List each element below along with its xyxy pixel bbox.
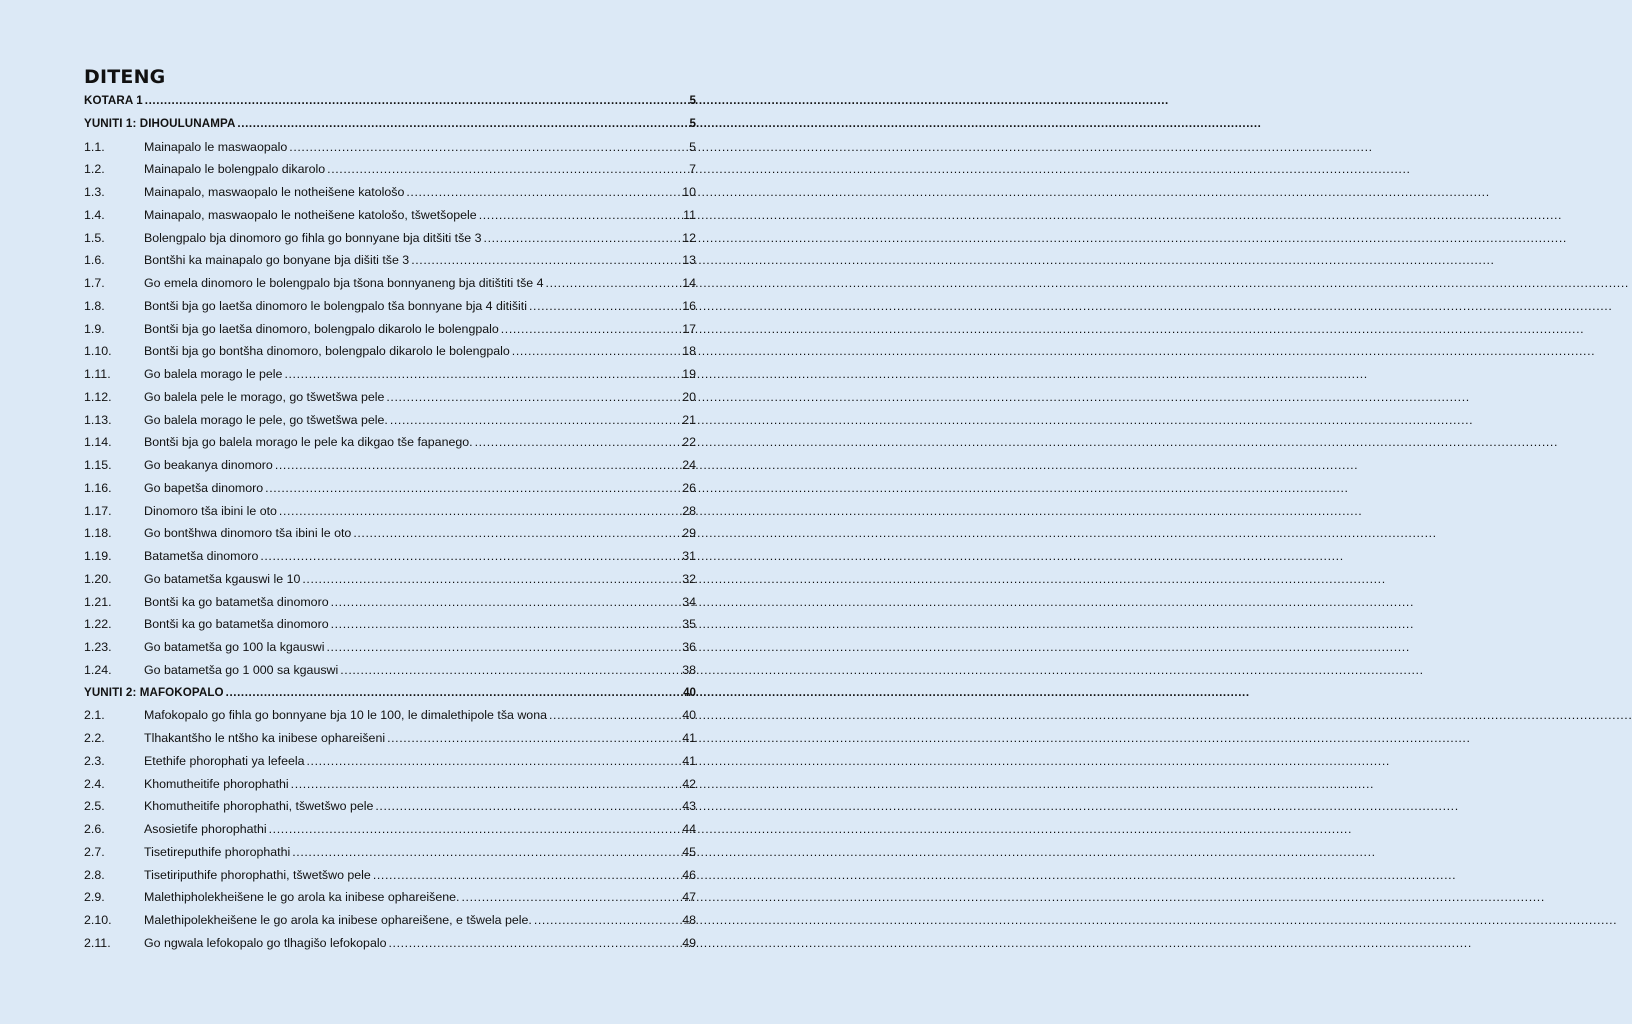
- entry-number: 1.17.: [84, 503, 112, 518]
- entry-number: 1.16.: [84, 480, 112, 495]
- entry-title: Etethife phorophati ya lefeela: [144, 753, 305, 768]
- entry-page-number: 40: [683, 685, 696, 699]
- entry-number: 1.20.: [84, 571, 112, 586]
- dot-leader: [529, 299, 680, 313]
- entry-title: Go ngwala lefokopalo go tlhagišo lefokopalo: [144, 935, 387, 950]
- entry-page-number: 22: [682, 435, 696, 450]
- entry-page-number: 32: [682, 571, 696, 586]
- toc-entry[interactable]: [84, 822, 696, 845]
- entry-number: 1.1.: [84, 139, 105, 154]
- toc-entry[interactable]: [84, 868, 696, 891]
- toc-entry[interactable]: [84, 140, 696, 163]
- entry-title: Go bontšhwa dinomoro tša ibini le oto: [144, 526, 352, 541]
- dot-leader: [284, 367, 680, 381]
- entry-page-number: 38: [682, 662, 696, 677]
- dot-leader: [302, 572, 680, 586]
- toc-heading-entry[interactable]: [84, 117, 696, 140]
- entry-title: Bontši ka go batametša dinomoro: [144, 594, 329, 609]
- toc-entry[interactable]: [84, 526, 696, 549]
- entry-title: Asosietife phorophathi: [144, 822, 267, 836]
- entry-page-number: 47: [682, 890, 696, 905]
- entry-title: Malethipholekheišene le go arola ka inibese ophareišene.: [144, 890, 460, 905]
- toc-entry[interactable]: [84, 640, 696, 663]
- table-of-contents: [84, 94, 696, 959]
- entry-page-number: 5: [689, 116, 696, 130]
- entry-title: Mainapalo le maswaopalo: [144, 139, 288, 154]
- entry-page-number: 14: [682, 276, 696, 290]
- dot-leader: [353, 526, 680, 540]
- entry-page-number: 24: [682, 458, 696, 472]
- entry-page-number: 28: [682, 503, 696, 518]
- entry-page-number: 18: [682, 344, 696, 359]
- entry-number: 1.9.: [84, 321, 105, 336]
- toc-entry[interactable]: [84, 458, 696, 481]
- entry-number: 2.9.: [84, 890, 105, 905]
- toc-entry[interactable]: [84, 890, 696, 913]
- entry-number: 2.5.: [84, 799, 105, 814]
- toc-entry[interactable]: [84, 731, 696, 754]
- entry-title: Tisetireputhife phorophathi: [144, 844, 291, 859]
- dot-leader: [549, 708, 680, 722]
- entry-page-number: 10: [682, 185, 696, 199]
- toc-entry[interactable]: [84, 162, 696, 185]
- toc-entry[interactable]: [84, 572, 696, 595]
- entry-number: 1.13.: [84, 412, 112, 427]
- dot-leader: [226, 686, 681, 699]
- entry-page-number: 34: [682, 594, 696, 609]
- entry-page-number: 17: [682, 321, 696, 336]
- toc-entry[interactable]: [84, 390, 696, 413]
- entry-number: 1.21.: [84, 594, 112, 609]
- entry-number: 1.5.: [84, 230, 105, 245]
- entry-page-number: 43: [682, 799, 696, 814]
- entry-number: 1.18.: [84, 526, 112, 541]
- entry-title: Batametša dinomoro: [144, 549, 259, 563]
- entry-page-number: 19: [682, 367, 696, 381]
- entry-number: 1.12.: [84, 389, 112, 404]
- toc-entry[interactable]: [84, 845, 696, 868]
- entry-number: 1.8.: [84, 298, 105, 313]
- dot-leader: [387, 731, 680, 745]
- entry-number: 2.11.: [84, 935, 111, 950]
- entry-page-number: 40: [682, 708, 696, 723]
- dot-leader: [534, 913, 680, 927]
- entry-number: 1.14.: [84, 435, 112, 450]
- entry-number: 1.4.: [84, 207, 105, 222]
- toc-entry[interactable]: [84, 617, 696, 640]
- entry-page-number: 42: [682, 776, 696, 791]
- entry-title: Khomutheitife phorophathi, tšwetšwo pele: [144, 799, 374, 814]
- toc-entry[interactable]: [84, 663, 696, 686]
- toc-entry[interactable]: [84, 799, 696, 822]
- entry-title: Go beakanya dinomoro: [144, 458, 273, 472]
- page-title: DITENG: [84, 66, 166, 88]
- entry-number: 2.7.: [84, 844, 105, 859]
- dot-leader: [484, 231, 681, 245]
- entry-title: Tisetiriputhife phorophathi, tšwetšwo pele: [144, 867, 371, 882]
- entry-number: 1.2.: [84, 162, 105, 177]
- dot-leader: [275, 458, 680, 472]
- entry-title: Go bapetša dinomoro: [144, 480, 264, 495]
- dot-leader: [375, 799, 680, 813]
- toc-entry[interactable]: [84, 595, 696, 618]
- entry-number: 1.23.: [84, 640, 112, 654]
- entry-number: 2.6.: [84, 822, 105, 836]
- entry-title: YUNITI 2: MAFOKOPALO: [84, 685, 224, 699]
- entry-page-number: 41: [682, 731, 696, 745]
- entry-page-number: 36: [682, 640, 696, 654]
- entry-title: Mainapalo, maswaopalo le notheišene katološo: [144, 185, 405, 199]
- entry-title: Go batametša kgauswi le 10: [144, 571, 301, 586]
- entry-number: 1.15.: [84, 458, 112, 472]
- entry-title: Dinomoro tša ibini le oto: [144, 503, 277, 518]
- entry-number: 2.10.: [84, 913, 112, 927]
- entry-number: 2.8.: [84, 867, 105, 882]
- toc-entry[interactable]: [84, 435, 696, 458]
- entry-title: Go balela morago le pele, go tšwetšwa pele.: [144, 412, 388, 427]
- entry-title: Bontši bja go bontšha dinomoro, bolengpalo dikarolo le bolengpalo: [144, 344, 510, 359]
- entry-title: Bontšhi ka mainapalo go bonyane bja dišiti tše 3: [144, 253, 410, 268]
- entry-title: KOTARA 1: [84, 94, 143, 107]
- entry-title: Go balela pele le morago, go tšwetšwa pele: [144, 389, 385, 404]
- toc-entry[interactable]: [84, 367, 696, 390]
- entry-title: Bontši bja go laetša dinomoro le bolengpalo tša bonnyane bja 4 ditišiti: [144, 298, 527, 313]
- toc-entry[interactable]: [84, 231, 696, 254]
- entry-page-number: 12: [682, 230, 696, 245]
- toc-entry[interactable]: [84, 299, 696, 322]
- entry-page-number: 26: [682, 480, 696, 495]
- toc-entry[interactable]: [84, 322, 696, 345]
- entry-title: YUNITI 1: DIHOULUNAMPA: [84, 116, 236, 130]
- dot-leader: [327, 162, 684, 176]
- entry-number: 2.1.: [84, 708, 105, 723]
- dot-leader: [390, 413, 680, 427]
- document-page: [84, 64, 696, 959]
- entry-title: Mainapalo le bolengpalo dikarolo: [144, 162, 326, 177]
- entry-title: Bontši ka go batametša dinomoro: [144, 617, 329, 632]
- entry-title: Go balela morago le pele: [144, 367, 283, 381]
- toc-heading-entry[interactable]: [84, 94, 696, 117]
- toc-entry[interactable]: [84, 208, 696, 231]
- dot-leader: [340, 663, 680, 677]
- entry-title: Bontši bja go laetša dinomoro, bolengpalo dikarolo le bolengpalo: [144, 321, 499, 336]
- dot-leader: [265, 481, 680, 495]
- dot-leader: [512, 344, 680, 358]
- entry-page-number: 13: [682, 253, 696, 268]
- entry-number: 1.10.: [84, 344, 112, 359]
- entry-page-number: 5: [689, 94, 696, 107]
- entry-number: 2.3.: [84, 753, 105, 768]
- entry-number: 2.2.: [84, 731, 105, 745]
- entry-number: 1.6.: [84, 253, 105, 268]
- dot-leader: [331, 595, 681, 609]
- entry-page-number: 29: [682, 526, 696, 541]
- entry-title: Tlhakantšho le ntšho ka inibese ophareišeni: [144, 731, 386, 745]
- dot-leader: [373, 868, 680, 882]
- toc-heading-entry[interactable]: [84, 686, 696, 709]
- dot-leader: [326, 640, 680, 654]
- dot-leader: [479, 208, 681, 222]
- entry-page-number: 45: [682, 844, 696, 859]
- entry-title: Mafokopalo go fihla go bonnyane bja 10 le 100, le dimalethipole tša wona: [144, 708, 547, 723]
- toc-entry[interactable]: [84, 481, 696, 504]
- entry-title: Bolengpalo bja dinomoro go fihla go bonnyane bja ditšiti tše 3: [144, 230, 482, 245]
- dot-leader: [291, 777, 681, 791]
- entry-title: Malethipolekheišene le go arola ka inibese ophareišene, e tšwela pele.: [144, 913, 532, 927]
- entry-number: 1.22.: [84, 617, 112, 632]
- entry-title: Khomutheitife phorophathi: [144, 776, 289, 791]
- dot-leader: [462, 890, 681, 904]
- toc-entry[interactable]: [84, 276, 696, 299]
- dot-leader: [289, 140, 684, 154]
- entry-number: 1.3.: [84, 185, 105, 199]
- dot-leader: [501, 322, 680, 336]
- dot-leader: [260, 549, 680, 563]
- toc-entry[interactable]: [84, 936, 696, 959]
- entry-title: Go emela dinomoro le bolengpalo bja tšona bonnyaneng bja ditištiti tše 4: [144, 276, 544, 290]
- dot-leader: [411, 253, 680, 267]
- toc-entry[interactable]: [84, 413, 696, 436]
- dot-leader: [292, 845, 680, 859]
- toc-entry[interactable]: [84, 708, 696, 731]
- toc-entry[interactable]: [84, 185, 696, 208]
- entry-page-number: 11: [683, 207, 696, 222]
- entry-title: Go batametša go 1 000 sa kgauswi: [144, 662, 339, 677]
- dot-leader: [237, 117, 684, 130]
- entry-page-number: 20: [682, 389, 696, 404]
- toc-entry[interactable]: [84, 253, 696, 276]
- dot-leader: [145, 94, 684, 107]
- dot-leader: [475, 435, 681, 449]
- toc-entry[interactable]: [84, 777, 696, 800]
- entry-number: 1.11.: [84, 367, 111, 381]
- dot-leader: [307, 754, 681, 768]
- entry-title: Go batametša go 100 la kgauswi: [144, 640, 325, 654]
- entry-title: Mainapalo, maswaopalo le notheišene katološo, tšwetšopele: [144, 207, 477, 222]
- entry-title: Bontši bja go balela morago le pele ka dikgao tše fapanego.: [144, 435, 473, 450]
- entry-number: 2.4.: [84, 776, 105, 791]
- entry-page-number: 48: [682, 913, 696, 927]
- entry-page-number: 21: [682, 412, 696, 427]
- dot-leader: [388, 936, 680, 950]
- entry-page-number: 35: [682, 617, 696, 632]
- toc-entry[interactable]: [84, 549, 696, 572]
- dot-leader: [269, 822, 681, 836]
- toc-entry[interactable]: [84, 344, 696, 367]
- dot-leader: [386, 390, 680, 404]
- dot-leader: [279, 504, 680, 518]
- entry-page-number: 44: [682, 822, 696, 836]
- toc-entry[interactable]: [84, 754, 696, 777]
- entry-page-number: 46: [682, 867, 696, 882]
- dot-leader: [331, 617, 681, 631]
- toc-entry[interactable]: [84, 913, 696, 936]
- entry-page-number: 7: [689, 162, 696, 177]
- entry-number: 1.7.: [84, 276, 105, 290]
- dot-leader: [406, 185, 680, 199]
- entry-number: 1.24.: [84, 662, 112, 677]
- entry-page-number: 31: [682, 549, 696, 563]
- dot-leader: [546, 276, 681, 290]
- toc-entry[interactable]: [84, 504, 696, 527]
- entry-page-number: 16: [682, 298, 696, 313]
- entry-page-number: 41: [682, 753, 696, 768]
- entry-page-number: 49: [682, 935, 696, 950]
- entry-number: 1.19.: [84, 549, 112, 563]
- entry-page-number: 5: [689, 139, 696, 154]
